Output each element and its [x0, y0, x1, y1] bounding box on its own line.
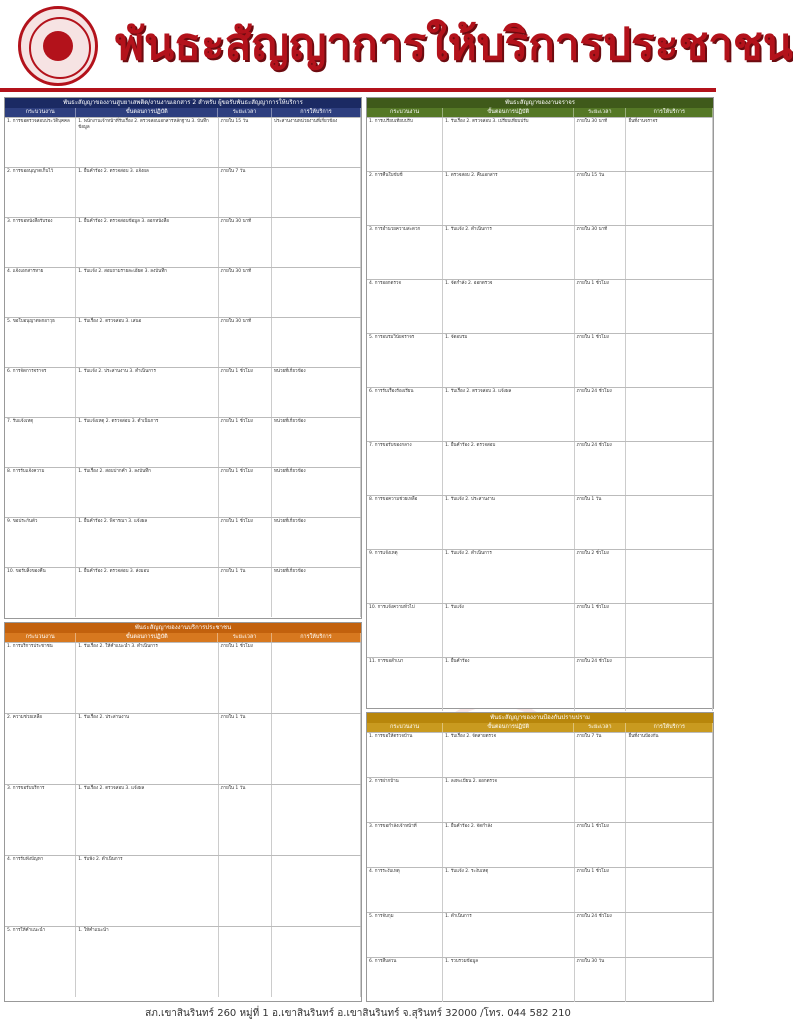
table-cell: ภายใน 1 วัน — [219, 714, 272, 784]
section-s1 — [4, 97, 362, 619]
table-row — [367, 441, 713, 495]
table-row — [367, 957, 713, 1002]
table-cell: 1. การบริการประชาชน — [5, 643, 76, 713]
table-row — [5, 467, 361, 517]
table-cell: 1. รับเรื่อง 2. ตรวจสอบ 3. เสนอ — [76, 318, 218, 367]
table-cell: ภายใน 1 วัน — [575, 496, 627, 549]
table-row — [367, 777, 713, 822]
table-row — [5, 267, 361, 317]
table-cell: 1. ให้คำแนะนำ — [76, 927, 218, 997]
table-cell: ภายใน 1 วัน — [219, 568, 272, 617]
table-cell: 3. การอำนวยความสะดวก — [367, 226, 443, 279]
table-cell — [626, 958, 713, 1002]
table-cell — [626, 334, 713, 387]
table-row — [367, 912, 713, 957]
table-cell: ภายใน 1 วัน — [219, 785, 272, 855]
column-header: ระยะเวลา — [218, 633, 272, 642]
table-cell: 8. การรับแจ้งความ — [5, 468, 76, 517]
table-cell: 4. การออกตรวจ — [367, 280, 443, 333]
table-cell: 7. การขอรับของกลาง — [367, 442, 443, 495]
table-cell: 1. รับแจ้ง 2. ดำเนินการ — [443, 550, 574, 603]
table-cell: 1. ยื่นคำร้อง 2. จัดกำลัง — [443, 823, 574, 867]
table-cell: 6. การสืบสวน — [367, 958, 443, 1002]
section-title: พันธะสัญญาของงานจราจร — [367, 98, 713, 108]
table-cell: 1. ยื่นคำร้อง 2. ตรวจสอบ — [443, 442, 574, 495]
table-cell: ภายใน 1 ชั่วโมง — [575, 868, 627, 912]
section-s4 — [366, 712, 714, 1002]
column-header: กระบวนงาน — [367, 723, 443, 732]
column-headers — [5, 633, 361, 642]
column-header: การให้บริการ — [626, 108, 713, 117]
table-cell: ภายใน 30 วัน — [575, 958, 627, 1002]
table-cell — [626, 172, 713, 225]
table-cell — [626, 226, 713, 279]
table-row — [367, 117, 713, 171]
table-cell: 1. ดำเนินการ — [443, 913, 574, 957]
table-cell — [626, 388, 713, 441]
table-cell: หน่วยที่เกี่ยวข้อง — [272, 468, 361, 517]
table-row — [5, 417, 361, 467]
table-row — [5, 167, 361, 217]
table-cell: ภายใน 1 ชั่วโมง — [219, 368, 272, 417]
table-cell: 1. การขอตรวจสอบประวัติบุคคล — [5, 118, 76, 167]
table-cell: ภายใน 2 ชั่วโมง — [575, 550, 627, 603]
table-cell: ภายใน 1 ชั่วโมง — [219, 468, 272, 517]
table-cell: 1. รับแจ้ง 2. ดำเนินการ — [443, 226, 574, 279]
table-cell — [272, 714, 361, 784]
table-cell: ภายใน 1 ชั่วโมง — [219, 418, 272, 467]
table-cell: 1. รวบรวมข้อมูล — [443, 958, 574, 1002]
table-cell: 5. การจับกุม — [367, 913, 443, 957]
table-cell: 3. การขอรับบริการ — [5, 785, 76, 855]
table-cell: ภายใน 1 ชั่วโมง — [219, 518, 272, 567]
table-cell: 1. รับเรื่อง 2. จัดสายตรวจ — [443, 733, 574, 777]
table-cell: ภายใน 30 นาที — [219, 268, 272, 317]
column-header: กระบวนงาน — [5, 108, 76, 117]
column-header: ระยะเวลา — [574, 108, 626, 117]
table-cell: 8. การขอความช่วยเหลือ — [367, 496, 443, 549]
table-cell: 1. รับเรื่อง 2. ตรวจสอบ 3. แจ้งผล — [443, 388, 574, 441]
table-row — [367, 732, 713, 777]
table-cell: 1. รับแจ้งเหตุ 2. ตรวจสอบ 3. ดำเนินการ — [76, 418, 218, 467]
table-cell — [626, 496, 713, 549]
table-cell: 1. ยื่นคำร้อง 2. พิจารณา 3. แจ้งผล — [76, 518, 218, 567]
table-row — [367, 225, 713, 279]
column-header: การให้บริการ — [272, 108, 361, 117]
column-header: การให้บริการ — [272, 633, 361, 642]
table-row — [367, 171, 713, 225]
table-cell: ภายใน 1 ชั่วโมง — [219, 643, 272, 713]
table-row — [367, 549, 713, 603]
table-cell: 1. รับแจ้ง — [443, 604, 574, 657]
table-cell — [272, 785, 361, 855]
table-cell: 5. การอบรมวินัยจราจร — [367, 334, 443, 387]
table-row — [367, 387, 713, 441]
table-cell — [626, 778, 713, 822]
table-cell: 1. รับเรื่อง 2. ประสานงาน — [76, 714, 218, 784]
table-cell: 9. การแจ้งเหตุ — [367, 550, 443, 603]
table-cell — [272, 218, 361, 267]
table-cell: 4. แจ้งเอกสารหาย — [5, 268, 76, 317]
table-cell: 1. การเปรียบเทียบปรับ — [367, 118, 443, 171]
section-title: พันธะสัญญาของงานบริการประชาชน — [5, 623, 361, 633]
table-cell — [219, 856, 272, 926]
table-cell: 3. การขอหนังสือรับรอง — [5, 218, 76, 267]
table-cell: 1. ตรวจสอบ 2. คืนเอกสาร — [443, 172, 574, 225]
table-cell: ยื่นที่งานป้องกัน — [626, 733, 713, 777]
table-cell — [626, 280, 713, 333]
column-header: กระบวนงาน — [367, 108, 443, 117]
table-row — [367, 657, 713, 711]
table-row — [5, 117, 361, 167]
table-cell: ยื่นที่งานจราจร — [626, 118, 713, 171]
table-cell: 1. รับแจ้ง 2. ประสานงาน 3. ดำเนินการ — [76, 368, 218, 417]
table-cell: 5. ขอใบอนุญาตพกอาวุธ — [5, 318, 76, 367]
table-cell: 4. การรับฟังปัญหา — [5, 856, 76, 926]
table-cell: 1. รับฟัง 2. ดำเนินการ — [76, 856, 218, 926]
table-cell — [272, 856, 361, 926]
table-cell: 10. การแจ้งความทั่วไป — [367, 604, 443, 657]
table-cell: หน่วยที่เกี่ยวข้อง — [272, 368, 361, 417]
page-title: พันธะสัญญาการให้บริการประชาชน — [115, 19, 793, 70]
table-cell: 1. ยื่นคำร้อง 2. ตรวจสอบข้อมูล 3. ออกหนังสือ — [76, 218, 218, 267]
table-row — [367, 279, 713, 333]
column-headers — [5, 108, 361, 117]
table-cell: ภายใน 15 วัน — [219, 118, 272, 167]
table-row — [367, 495, 713, 549]
section-s2 — [4, 622, 362, 1002]
table-row — [5, 642, 361, 713]
footer-address: สภ.เขาสินรินทร์ 260 หมู่ที่ 1 อ.เขาสินรินทร์ อ.เขาสินรินทร์ จ.สุรินทร์ 32000 /โทร. 044 582 210 — [0, 1003, 716, 1024]
table-row — [5, 317, 361, 367]
column-header: การให้บริการ — [626, 723, 713, 732]
table-cell: 9. ขอประกันตัว — [5, 518, 76, 567]
table-row — [5, 784, 361, 855]
table-cell: 1. จัดอบรม — [443, 334, 574, 387]
table-cell: 1. รับเรื่อง 2. ให้คำแนะนำ 3. ดำเนินการ — [76, 643, 218, 713]
table-cell: 1. รับเรื่อง 2. ตรวจสอบ 3. เปรียบเทียบปรับ — [443, 118, 574, 171]
table-cell: ภายใน 24 ชั่วโมง — [575, 442, 627, 495]
table-cell: ภายใน 24 ชั่วโมง — [575, 658, 627, 711]
table-cell: ภายใน 1 ชั่วโมง — [575, 823, 627, 867]
table-cell: หน่วยที่เกี่ยวข้อง — [272, 518, 361, 567]
column-header: ขั้นตอนการปฏิบัติ — [443, 723, 574, 732]
table-cell: 1. จัดกำลัง 2. ออกตรวจ — [443, 280, 574, 333]
table-cell: ภายใน 30 นาที — [575, 118, 627, 171]
table-cell: หน่วยที่เกี่ยวข้อง — [272, 568, 361, 617]
table-cell — [626, 442, 713, 495]
page-header — [0, 0, 793, 90]
table-row — [5, 926, 361, 997]
table-cell: 1. รับแจ้ง 2. ประสานงาน — [443, 496, 574, 549]
table-cell: ภายใน 24 ชั่วโมง — [575, 913, 627, 957]
table-cell: ภายใน 1 ชั่วโมง — [575, 280, 627, 333]
table-row — [5, 567, 361, 617]
table-row — [5, 713, 361, 784]
table-cell: 2. การขออนุญาตเก็บไว้ — [5, 168, 76, 217]
column-header: ขั้นตอนการปฏิบัติ — [76, 108, 218, 117]
table-cell: ภายใน 30 นาที — [575, 226, 627, 279]
table-cell: 6. การจัดการจราจร — [5, 368, 76, 417]
table-cell: 7. รับแจ้งเหตุ — [5, 418, 76, 467]
table-cell: 5. การให้คำแนะนำ — [5, 927, 76, 997]
table-cell — [626, 658, 713, 711]
table-row — [5, 855, 361, 926]
table-cell: หน่วยที่เกี่ยวข้อง — [272, 418, 361, 467]
table-row — [5, 217, 361, 267]
table-cell: 1. ยื่นคำร้อง — [443, 658, 574, 711]
table-cell: 1. การขอให้ตรวจบ้าน — [367, 733, 443, 777]
column-header: ระยะเวลา — [218, 108, 272, 117]
table-cell: ประสานงานหน่วยงานที่เกี่ยวข้อง — [272, 118, 361, 167]
table-cell — [272, 927, 361, 997]
column-header: กระบวนงาน — [5, 633, 76, 642]
table-cell — [626, 550, 713, 603]
table-cell: ภายใน 15 วัน — [575, 172, 627, 225]
table-row — [367, 603, 713, 657]
table-cell: 1. ยื่นคำร้อง 2. ตรวจสอบ 3. แจ้งผล — [76, 168, 218, 217]
police-emblem-icon — [18, 6, 98, 86]
table-cell: ภายใน 1 ชั่วโมง — [575, 604, 627, 657]
table-cell — [219, 927, 272, 997]
table-cell: 6. การรับเรื่องร้องเรียน — [367, 388, 443, 441]
table-cell: ภายใน 7 วัน — [219, 168, 272, 217]
column-header: ขั้นตอนการปฏิบัติ — [443, 108, 574, 117]
table-cell: 1. ยื่นคำร้อง 2. ตรวจสอบ 3. ส่งมอบ — [76, 568, 218, 617]
table-cell: 1. รับเรื่อง 2. สอบปากคำ 3. ลงบันทึก — [76, 468, 218, 517]
table-cell: 2. ความช่วยเหลือ — [5, 714, 76, 784]
table-cell: 1. รับแจ้ง 2. ระงับเหตุ — [443, 868, 574, 912]
table-cell — [272, 268, 361, 317]
table-cell — [626, 823, 713, 867]
header-divider — [0, 88, 716, 92]
table-row — [5, 517, 361, 567]
table-cell — [272, 168, 361, 217]
table-cell — [626, 868, 713, 912]
table-cell: 10. ขอรับสิ่งของคืน — [5, 568, 76, 617]
table-row — [367, 867, 713, 912]
column-headers — [367, 108, 713, 117]
table-cell: ภายใน 30 นาที — [219, 218, 272, 267]
table-cell: ภายใน 1 ชั่วโมง — [575, 334, 627, 387]
table-cell: 11. การขอสำเนา — [367, 658, 443, 711]
section-s3 — [366, 97, 714, 709]
table-cell — [272, 643, 361, 713]
table-cell: ภายใน 30 นาที — [219, 318, 272, 367]
table-row — [367, 333, 713, 387]
table-cell: 3. การขอกำลังเจ้าหน้าที่ — [367, 823, 443, 867]
table-cell: 2. การคืนใบขับขี่ — [367, 172, 443, 225]
section-title: พันธะสัญญาของงานสูบยาเสพติด/งานงานเอกสาร 2 สำหรับ ผู้ขอรับพันธะสัญญาการให้บริการ — [5, 98, 361, 108]
column-header: ขั้นตอนการปฏิบัติ — [76, 633, 218, 642]
table-cell — [272, 318, 361, 367]
table-cell: ภายใน 7 วัน — [575, 733, 627, 777]
column-header: ระยะเวลา — [574, 723, 626, 732]
table-cell: 1. รับแจ้ง 2. สอบถามรายละเอียด 3. ลงบันทึก — [76, 268, 218, 317]
column-headers — [367, 723, 713, 732]
table-cell: 1. พนักงานเจ้าหน้าที่รับเรื่อง 2. ตรวจสอบเอกสารหลักฐาน 3. บันทึกข้อมูล — [76, 118, 218, 167]
table-cell — [626, 913, 713, 957]
table-row — [5, 367, 361, 417]
table-row — [367, 822, 713, 867]
table-cell: 2. การฝากบ้าน — [367, 778, 443, 822]
table-cell: ภายใน 24 ชั่วโมง — [575, 388, 627, 441]
table-cell — [626, 604, 713, 657]
table-cell: 4. การระงับเหตุ — [367, 868, 443, 912]
table-cell: 1. ลงทะเบียน 2. ออกตรวจ — [443, 778, 574, 822]
section-title: พันธะสัญญาของงานป้องกันปราบปราม — [367, 713, 713, 723]
table-cell: 1. รับเรื่อง 2. ตรวจสอบ 3. แจ้งผล — [76, 785, 218, 855]
table-cell — [575, 778, 627, 822]
